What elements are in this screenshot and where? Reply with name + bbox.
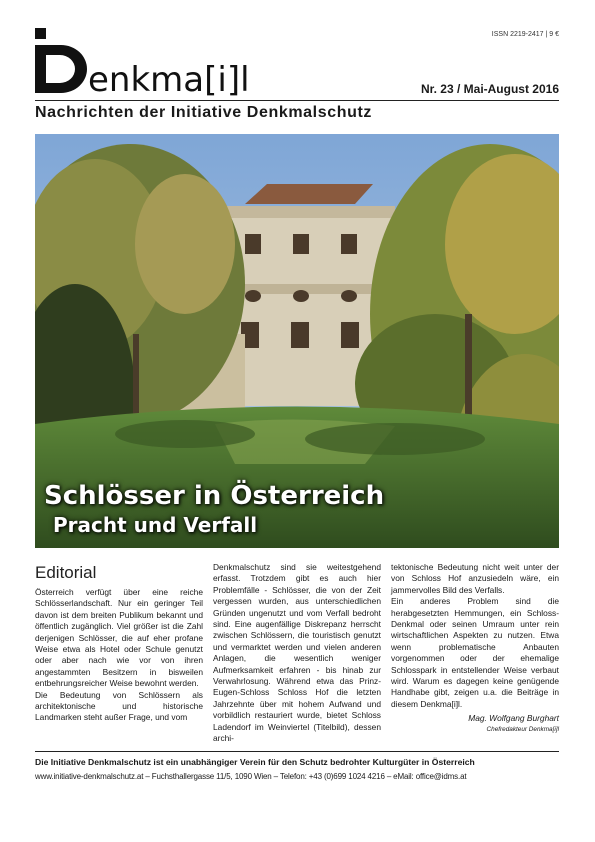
editorial-column-3 xyxy=(391,562,559,734)
issn-price: ISSN 2219-2417 | 9 € xyxy=(491,31,559,38)
editorial-column-1 xyxy=(35,562,203,724)
editorial-signature xyxy=(391,713,559,733)
header-rule xyxy=(35,100,559,101)
issue-number: Nr. 23 / Mai-August 2016 xyxy=(420,82,559,96)
author-role: Chefredakteur Denkma[i]l xyxy=(486,725,559,733)
editorial-paragraph: Ein anderes Problem sind die herabgesetzten Hemmungen, ein Schloss-Denkmal oder seinen Umraum unter rein wirtschaftlichen Aspekten zu nutzen. Etwa wenn problematische Anbauten vorgenommen oder der ehemalige Schlosspark in entstellender Weise verbaut wird. Warum es dagegen keine genügende Handhabe gibt, zeigen u.a. die Beiträge in diesem Denkma[i]l. xyxy=(391,596,559,709)
editorial-paragraph: Österreich verfügt über eine reiche Schlösserlandschaft. Nur ein geringer Teil davon ist dem breiten Publikum bekannt und öffentlich zugänglich. Viel größer ist die Zahl derjenigen Schlösser, die auf eher profane Weise etwa als Hotel oder Schule genutzt oder aber nach wie vor von ihren angestammten Besitzern in bisweilen entbehrungsreicher Weise bewohnt werden. xyxy=(35,587,203,689)
cover-title: Schlösser in Österreich xyxy=(44,481,385,511)
editorial-column-2 xyxy=(213,562,381,745)
editorial-paragraph: Denkmalschutz sind sie weitestgehend erfasst. Trotzdem gibt es auch hier Problemfälle - Schlösser, die von der Zeit vergessen wurden, aus unterschiedlichen Gründen ungenutzt und vom Verfall bedroht sind. Eine augenfällige Diskrepanz herrscht zwischen Schlössern, die touristisch genutzt und vermarktet werden und vielen anderen Anlagen, die wesentlich weniger Aufmerksamkeit erfahren - bis hinab zur Verwahrlosung. Während etwa das Prinz-Eugen-Schloss Schloss Hof die letzten Jahrzehnte über mit hohem Aufwand und vorbildlich restauriert wurde, bietet Schloss Ladendorf im Weinviertel (Titelbild), dessen archi- xyxy=(213,562,381,744)
cover-subtitle: Pracht und Verfall xyxy=(53,513,258,537)
footer-contact: www.initiative-denkmalschutz.at – Fuchsthallergasse 11/5, 1090 Wien – Telefon: +43 (0)699 1024 4216 – eMail: office@idms.at xyxy=(35,772,467,781)
editorial-paragraph: Die Bedeutung von Schlössern als architektonische und historische Landmarken steht außer Frage, und vom xyxy=(35,689,203,723)
denkmail-logo xyxy=(35,28,275,96)
footer-statement: Die Initiative Denkmalschutz ist ein unabhängiger Verein für den Schutz bedrohter Kulturgüter in Österreich xyxy=(35,757,475,767)
footer-rule xyxy=(35,751,559,752)
logo-wordmark: enkma[i]l xyxy=(88,60,250,96)
tagline: Nachrichten der Initiative Denkmalschutz xyxy=(35,104,372,121)
cover-headline xyxy=(44,480,384,538)
editorial-paragraph: tektonische Bedeutung nicht weit unter der von Schloss Hof anzusiedeln wäre, ein jammervolles Bild des Verfalls. xyxy=(391,562,559,595)
author-name: Mag. Wolfgang Burghart xyxy=(468,713,559,724)
editorial-heading: Editorial xyxy=(35,563,97,582)
editorial-section xyxy=(35,562,560,752)
